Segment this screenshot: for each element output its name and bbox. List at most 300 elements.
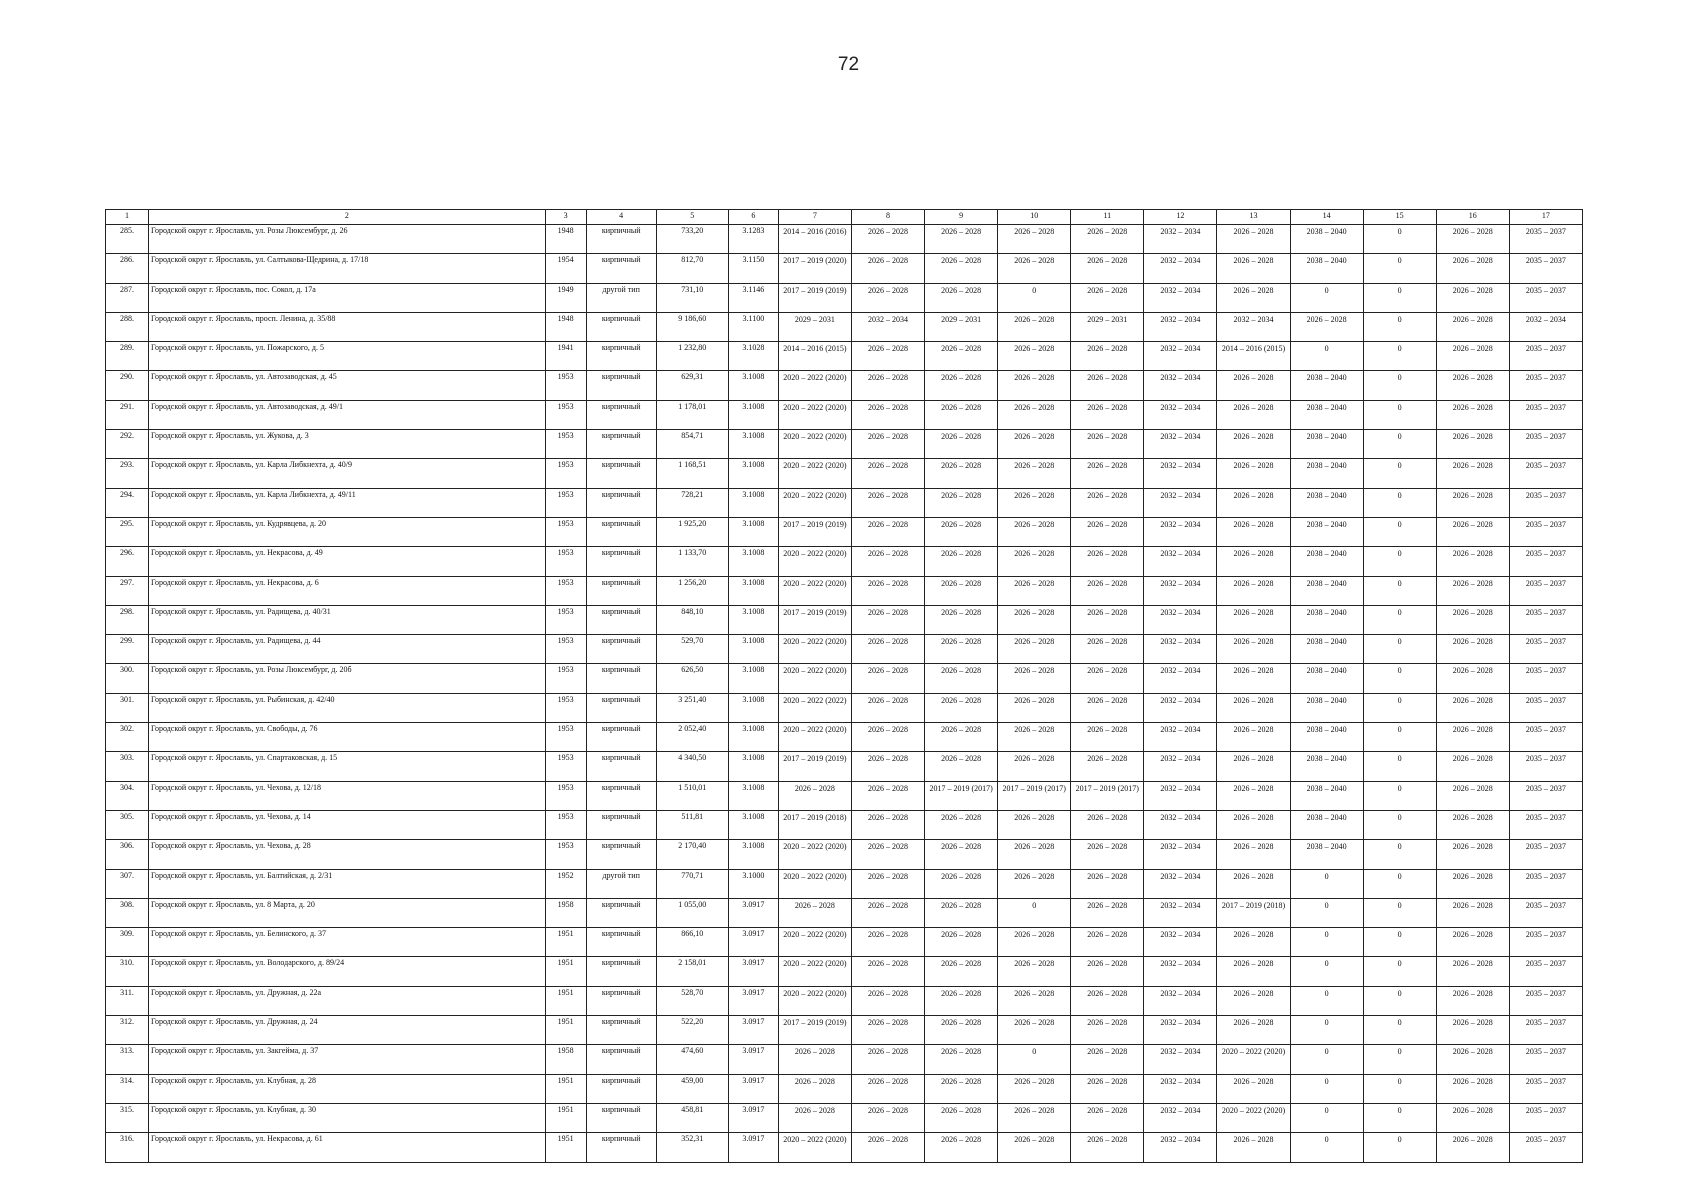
address-cell: Городской округ г. Ярославль, ул. Некрасова, д. 61	[149, 1133, 546, 1162]
period-col12-cell: 2032 – 2034	[1144, 576, 1217, 605]
period-col12-cell: 2032 – 2034	[1144, 986, 1217, 1015]
period-col15-cell: 0	[1363, 371, 1436, 400]
row-number-cell: 315.	[106, 1103, 149, 1132]
period-col12-cell: 2032 – 2034	[1144, 810, 1217, 839]
total-area-cell: 2 052,40	[656, 723, 728, 752]
period-col16-cell: 2026 – 2028	[1436, 254, 1509, 283]
period-col15-cell: 0	[1363, 1045, 1436, 1074]
period-col14-cell: 2038 – 2040	[1290, 693, 1363, 722]
period-col13-cell: 2026 – 2028	[1217, 810, 1290, 839]
table-row	[106, 517, 1583, 546]
priority-index-cell: 3.0917	[728, 1016, 778, 1045]
period-col14-cell: 2038 – 2040	[1290, 635, 1363, 664]
build-year-cell: 1952	[545, 869, 586, 898]
total-area-cell: 2 170,40	[656, 840, 728, 869]
period-col10-cell: 2026 – 2028	[998, 517, 1071, 546]
address-cell: Городской округ г. Ярославль, ул. Володарского, д. 89/24	[149, 957, 546, 986]
period-col9-cell: 2026 – 2028	[925, 1133, 998, 1162]
period-col17-cell: 2035 – 2037	[1509, 1016, 1582, 1045]
period-col10-cell: 0	[998, 898, 1071, 927]
priority-index-cell: 3.0917	[728, 986, 778, 1015]
period-col9-cell: 2029 – 2031	[925, 312, 998, 341]
period-col13-cell: 2032 – 2034	[1217, 312, 1290, 341]
wall-material-cell: кирпичный	[586, 371, 656, 400]
period-col9-cell: 2026 – 2028	[925, 342, 998, 371]
build-year-cell: 1958	[545, 898, 586, 927]
build-year-cell: 1953	[545, 371, 586, 400]
period-col7-cell: 2020 – 2022 (2020)	[778, 928, 851, 957]
wall-material-cell: кирпичный	[586, 225, 656, 254]
priority-index-cell: 3.1008	[728, 547, 778, 576]
period-col13-cell: 2026 – 2028	[1217, 400, 1290, 429]
priority-index-cell: 3.1008	[728, 635, 778, 664]
period-col17-cell: 2035 – 2037	[1509, 869, 1582, 898]
total-area-cell: 1 178,01	[656, 400, 728, 429]
period-col13-cell: 2026 – 2028	[1217, 371, 1290, 400]
address-cell: Городской округ г. Ярославль, ул. Жукова, д. 3	[149, 430, 546, 459]
period-col15-cell: 0	[1363, 1133, 1436, 1162]
period-col9-cell: 2026 – 2028	[925, 723, 998, 752]
period-col7-cell: 2017 – 2019 (2020)	[778, 254, 851, 283]
period-col7-cell: 2020 – 2022 (2020)	[778, 957, 851, 986]
period-col10-cell: 2026 – 2028	[998, 957, 1071, 986]
period-col13-cell: 2020 – 2022 (2020)	[1217, 1045, 1290, 1074]
period-col14-cell: 2038 – 2040	[1290, 840, 1363, 869]
column-number-row	[106, 210, 1583, 225]
period-col10-cell: 2026 – 2028	[998, 342, 1071, 371]
period-col16-cell: 2026 – 2028	[1436, 840, 1509, 869]
period-col13-cell: 2026 – 2028	[1217, 723, 1290, 752]
period-col8-cell: 2026 – 2028	[851, 957, 924, 986]
address-cell: Городской округ г. Ярославль, ул. Рыбинская, д. 42/40	[149, 693, 546, 722]
period-col16-cell: 2026 – 2028	[1436, 605, 1509, 634]
period-col11-cell: 2026 – 2028	[1071, 342, 1144, 371]
period-col10-cell: 2026 – 2028	[998, 400, 1071, 429]
table-row	[106, 576, 1583, 605]
period-col10-cell: 2026 – 2028	[998, 371, 1071, 400]
period-col17-cell: 2035 – 2037	[1509, 928, 1582, 957]
table-row	[106, 547, 1583, 576]
period-col9-cell: 2026 – 2028	[925, 928, 998, 957]
period-col9-cell: 2026 – 2028	[925, 635, 998, 664]
period-col15-cell: 0	[1363, 459, 1436, 488]
wall-material-cell: кирпичный	[586, 635, 656, 664]
period-col15-cell: 0	[1363, 869, 1436, 898]
period-col16-cell: 2026 – 2028	[1436, 225, 1509, 254]
period-col16-cell: 2026 – 2028	[1436, 898, 1509, 927]
period-col8-cell: 2026 – 2028	[851, 605, 924, 634]
total-area-cell: 1 925,20	[656, 517, 728, 546]
column-number: 7	[778, 210, 851, 225]
period-col15-cell: 0	[1363, 810, 1436, 839]
total-area-cell: 511,81	[656, 810, 728, 839]
row-number-cell: 294.	[106, 488, 149, 517]
row-number-cell: 306.	[106, 840, 149, 869]
period-col7-cell: 2020 – 2022 (2020)	[778, 1133, 851, 1162]
build-year-cell: 1951	[545, 928, 586, 957]
row-number-cell: 298.	[106, 605, 149, 634]
wall-material-cell: кирпичный	[586, 488, 656, 517]
period-col11-cell: 2026 – 2028	[1071, 225, 1144, 254]
period-col16-cell: 2026 – 2028	[1436, 547, 1509, 576]
period-col7-cell: 2020 – 2022 (2022)	[778, 693, 851, 722]
period-col17-cell: 2035 – 2037	[1509, 810, 1582, 839]
table-row	[106, 781, 1583, 810]
period-col11-cell: 2026 – 2028	[1071, 928, 1144, 957]
period-col17-cell: 2035 – 2037	[1509, 898, 1582, 927]
period-col16-cell: 2026 – 2028	[1436, 342, 1509, 371]
row-number-cell: 303.	[106, 752, 149, 781]
priority-index-cell: 3.1146	[728, 283, 778, 312]
wall-material-cell: кирпичный	[586, 1103, 656, 1132]
period-col9-cell: 2026 – 2028	[925, 576, 998, 605]
period-col12-cell: 2032 – 2034	[1144, 957, 1217, 986]
period-col7-cell: 2017 – 2019 (2019)	[778, 283, 851, 312]
period-col8-cell: 2026 – 2028	[851, 547, 924, 576]
period-col14-cell: 0	[1290, 283, 1363, 312]
table-row	[106, 752, 1583, 781]
period-col14-cell: 2026 – 2028	[1290, 312, 1363, 341]
housing-register-table	[105, 209, 1583, 1163]
period-col11-cell: 2026 – 2028	[1071, 459, 1144, 488]
column-number: 2	[149, 210, 546, 225]
address-cell: Городской округ г. Ярославль, просп. Ленина, д. 35/88	[149, 312, 546, 341]
period-col16-cell: 2026 – 2028	[1436, 283, 1509, 312]
period-col11-cell: 2026 – 2028	[1071, 1016, 1144, 1045]
period-col7-cell: 2026 – 2028	[778, 898, 851, 927]
period-col10-cell: 2026 – 2028	[998, 576, 1071, 605]
period-col13-cell: 2026 – 2028	[1217, 517, 1290, 546]
period-col12-cell: 2032 – 2034	[1144, 1103, 1217, 1132]
period-col9-cell: 2026 – 2028	[925, 283, 998, 312]
total-area-cell: 629,31	[656, 371, 728, 400]
period-col8-cell: 2026 – 2028	[851, 459, 924, 488]
period-col8-cell: 2026 – 2028	[851, 723, 924, 752]
column-number: 10	[998, 210, 1071, 225]
wall-material-cell: кирпичный	[586, 928, 656, 957]
row-number-cell: 289.	[106, 342, 149, 371]
period-col14-cell: 0	[1290, 986, 1363, 1015]
priority-index-cell: 3.0917	[728, 1103, 778, 1132]
period-col17-cell: 2035 – 2037	[1509, 1045, 1582, 1074]
period-col14-cell: 2038 – 2040	[1290, 752, 1363, 781]
row-number-cell: 293.	[106, 459, 149, 488]
period-col15-cell: 0	[1363, 225, 1436, 254]
period-col12-cell: 2032 – 2034	[1144, 283, 1217, 312]
build-year-cell: 1953	[545, 810, 586, 839]
period-col7-cell: 2020 – 2022 (2020)	[778, 840, 851, 869]
period-col16-cell: 2026 – 2028	[1436, 723, 1509, 752]
period-col13-cell: 2017 – 2019 (2018)	[1217, 898, 1290, 927]
period-col14-cell: 2038 – 2040	[1290, 605, 1363, 634]
address-cell: Городской округ г. Ярославль, ул. Чехова, д. 14	[149, 810, 546, 839]
period-col17-cell: 2035 – 2037	[1509, 547, 1582, 576]
period-col16-cell: 2026 – 2028	[1436, 635, 1509, 664]
table-row	[106, 225, 1583, 254]
wall-material-cell: другой тип	[586, 283, 656, 312]
table-row	[106, 254, 1583, 283]
wall-material-cell: кирпичный	[586, 576, 656, 605]
period-col9-cell: 2026 – 2028	[925, 400, 998, 429]
column-number: 11	[1071, 210, 1144, 225]
priority-index-cell: 3.1008	[728, 488, 778, 517]
period-col10-cell: 2026 – 2028	[998, 810, 1071, 839]
period-col15-cell: 0	[1363, 400, 1436, 429]
period-col9-cell: 2026 – 2028	[925, 488, 998, 517]
period-col11-cell: 2026 – 2028	[1071, 430, 1144, 459]
period-col8-cell: 2026 – 2028	[851, 810, 924, 839]
wall-material-cell: кирпичный	[586, 781, 656, 810]
period-col8-cell: 2026 – 2028	[851, 430, 924, 459]
build-year-cell: 1953	[545, 693, 586, 722]
period-col8-cell: 2032 – 2034	[851, 312, 924, 341]
period-col8-cell: 2026 – 2028	[851, 986, 924, 1015]
period-col7-cell: 2020 – 2022 (2020)	[778, 664, 851, 693]
period-col14-cell: 2038 – 2040	[1290, 430, 1363, 459]
period-col12-cell: 2032 – 2034	[1144, 312, 1217, 341]
period-col14-cell: 2038 – 2040	[1290, 459, 1363, 488]
row-number-cell: 299.	[106, 635, 149, 664]
period-col13-cell: 2026 – 2028	[1217, 283, 1290, 312]
total-area-cell: 458,81	[656, 1103, 728, 1132]
address-cell: Городской округ г. Ярославль, ул. Чехова, д. 28	[149, 840, 546, 869]
period-col10-cell: 2026 – 2028	[998, 986, 1071, 1015]
period-col13-cell: 2014 – 2016 (2015)	[1217, 342, 1290, 371]
period-col11-cell: 2026 – 2028	[1071, 283, 1144, 312]
period-col11-cell: 2026 – 2028	[1071, 840, 1144, 869]
address-cell: Городской округ г. Ярославль, ул. Радищева, д. 40/31	[149, 605, 546, 634]
table-row	[106, 869, 1583, 898]
period-col15-cell: 0	[1363, 723, 1436, 752]
period-col13-cell: 2026 – 2028	[1217, 488, 1290, 517]
period-col8-cell: 2026 – 2028	[851, 1133, 924, 1162]
total-area-cell: 728,21	[656, 488, 728, 517]
address-cell: Городской округ г. Ярославль, пос. Сокол, д. 17а	[149, 283, 546, 312]
period-col16-cell: 2026 – 2028	[1436, 1133, 1509, 1162]
period-col17-cell: 2035 – 2037	[1509, 664, 1582, 693]
column-number: 8	[851, 210, 924, 225]
table-row	[106, 1016, 1583, 1045]
period-col9-cell: 2026 – 2028	[925, 1103, 998, 1132]
row-number-cell: 292.	[106, 430, 149, 459]
period-col13-cell: 2026 – 2028	[1217, 635, 1290, 664]
period-col17-cell: 2035 – 2037	[1509, 371, 1582, 400]
period-col16-cell: 2026 – 2028	[1436, 693, 1509, 722]
period-col8-cell: 2026 – 2028	[851, 283, 924, 312]
total-area-cell: 1 232,80	[656, 342, 728, 371]
period-col11-cell: 2026 – 2028	[1071, 517, 1144, 546]
priority-index-cell: 3.0917	[728, 957, 778, 986]
wall-material-cell: кирпичный	[586, 342, 656, 371]
total-area-cell: 1 055,00	[656, 898, 728, 927]
period-col14-cell: 0	[1290, 1074, 1363, 1103]
period-col17-cell: 2035 – 2037	[1509, 400, 1582, 429]
column-number: 12	[1144, 210, 1217, 225]
period-col17-cell: 2035 – 2037	[1509, 254, 1582, 283]
period-col9-cell: 2026 – 2028	[925, 840, 998, 869]
period-col17-cell: 2035 – 2037	[1509, 1133, 1582, 1162]
build-year-cell: 1953	[545, 781, 586, 810]
total-area-cell: 733,20	[656, 225, 728, 254]
total-area-cell: 626,50	[656, 664, 728, 693]
period-col7-cell: 2026 – 2028	[778, 781, 851, 810]
column-number: 17	[1509, 210, 1582, 225]
priority-index-cell: 3.0917	[728, 928, 778, 957]
period-col16-cell: 2026 – 2028	[1436, 488, 1509, 517]
period-col13-cell: 2026 – 2028	[1217, 781, 1290, 810]
period-col12-cell: 2032 – 2034	[1144, 1045, 1217, 1074]
period-col14-cell: 2038 – 2040	[1290, 810, 1363, 839]
period-col15-cell: 0	[1363, 664, 1436, 693]
priority-index-cell: 3.1150	[728, 254, 778, 283]
period-col10-cell: 2026 – 2028	[998, 635, 1071, 664]
address-cell: Городской округ г. Ярославль, ул. Кудрявцева, д. 20	[149, 517, 546, 546]
build-year-cell: 1951	[545, 1133, 586, 1162]
table-row	[106, 810, 1583, 839]
period-col17-cell: 2035 – 2037	[1509, 342, 1582, 371]
row-number-cell: 296.	[106, 547, 149, 576]
period-col13-cell: 2026 – 2028	[1217, 1016, 1290, 1045]
period-col11-cell: 2026 – 2028	[1071, 576, 1144, 605]
period-col14-cell: 0	[1290, 1045, 1363, 1074]
period-col13-cell: 2026 – 2028	[1217, 1074, 1290, 1103]
period-col11-cell: 2017 – 2019 (2017)	[1071, 781, 1144, 810]
period-col7-cell: 2020 – 2022 (2020)	[778, 723, 851, 752]
period-col14-cell: 2038 – 2040	[1290, 371, 1363, 400]
period-col14-cell: 0	[1290, 869, 1363, 898]
wall-material-cell: кирпичный	[586, 430, 656, 459]
period-col14-cell: 2038 – 2040	[1290, 400, 1363, 429]
period-col15-cell: 0	[1363, 635, 1436, 664]
page-number: 72	[837, 54, 860, 75]
priority-index-cell: 3.1008	[728, 723, 778, 752]
build-year-cell: 1953	[545, 517, 586, 546]
priority-index-cell: 3.0917	[728, 1045, 778, 1074]
period-col11-cell: 2026 – 2028	[1071, 898, 1144, 927]
period-col16-cell: 2026 – 2028	[1436, 928, 1509, 957]
period-col15-cell: 0	[1363, 547, 1436, 576]
period-col14-cell: 2038 – 2040	[1290, 488, 1363, 517]
address-cell: Городской округ г. Ярославль, ул. Салтыкова-Щедрина, д. 17/18	[149, 254, 546, 283]
wall-material-cell: кирпичный	[586, 840, 656, 869]
period-col8-cell: 2026 – 2028	[851, 576, 924, 605]
address-cell: Городской округ г. Ярославль, ул. Клубная, д. 30	[149, 1103, 546, 1132]
period-col10-cell: 0	[998, 283, 1071, 312]
period-col9-cell: 2026 – 2028	[925, 810, 998, 839]
period-col10-cell: 2026 – 2028	[998, 430, 1071, 459]
table-row	[106, 459, 1583, 488]
row-number-cell: 309.	[106, 928, 149, 957]
period-col11-cell: 2026 – 2028	[1071, 810, 1144, 839]
period-col12-cell: 2032 – 2034	[1144, 400, 1217, 429]
column-number: 16	[1436, 210, 1509, 225]
row-number-cell: 300.	[106, 664, 149, 693]
wall-material-cell: кирпичный	[586, 605, 656, 634]
priority-index-cell: 3.1008	[728, 810, 778, 839]
period-col14-cell: 0	[1290, 1133, 1363, 1162]
period-col8-cell: 2026 – 2028	[851, 1045, 924, 1074]
period-col11-cell: 2026 – 2028	[1071, 1133, 1144, 1162]
period-col15-cell: 0	[1363, 1074, 1436, 1103]
total-area-cell: 1 133,70	[656, 547, 728, 576]
period-col7-cell: 2026 – 2028	[778, 1074, 851, 1103]
period-col10-cell: 2026 – 2028	[998, 225, 1071, 254]
period-col14-cell: 0	[1290, 342, 1363, 371]
period-col12-cell: 2032 – 2034	[1144, 928, 1217, 957]
period-col11-cell: 2026 – 2028	[1071, 664, 1144, 693]
period-col17-cell: 2035 – 2037	[1509, 840, 1582, 869]
period-col8-cell: 2026 – 2028	[851, 1016, 924, 1045]
period-col11-cell: 2026 – 2028	[1071, 635, 1144, 664]
wall-material-cell: другой тип	[586, 869, 656, 898]
table-row	[106, 693, 1583, 722]
build-year-cell: 1953	[545, 752, 586, 781]
period-col9-cell: 2026 – 2028	[925, 986, 998, 1015]
wall-material-cell: кирпичный	[586, 547, 656, 576]
period-col7-cell: 2029 – 2031	[778, 312, 851, 341]
row-number-cell: 316.	[106, 1133, 149, 1162]
table-row	[106, 635, 1583, 664]
wall-material-cell: кирпичный	[586, 1133, 656, 1162]
priority-index-cell: 3.1008	[728, 400, 778, 429]
period-col13-cell: 2026 – 2028	[1217, 986, 1290, 1015]
period-col7-cell: 2020 – 2022 (2020)	[778, 430, 851, 459]
period-col7-cell: 2026 – 2028	[778, 1045, 851, 1074]
period-col14-cell: 2038 – 2040	[1290, 781, 1363, 810]
address-cell: Городской округ г. Ярославль, ул. Балтийская, д. 2/31	[149, 869, 546, 898]
row-number-cell: 285.	[106, 225, 149, 254]
column-number: 14	[1290, 210, 1363, 225]
address-cell: Городской округ г. Ярославль, ул. Автозаводская, д. 45	[149, 371, 546, 400]
period-col13-cell: 2026 – 2028	[1217, 225, 1290, 254]
period-col17-cell: 2035 – 2037	[1509, 752, 1582, 781]
period-col17-cell: 2035 – 2037	[1509, 723, 1582, 752]
column-number: 13	[1217, 210, 1290, 225]
period-col9-cell: 2026 – 2028	[925, 693, 998, 722]
period-col15-cell: 0	[1363, 283, 1436, 312]
priority-index-cell: 3.1008	[728, 752, 778, 781]
priority-index-cell: 3.0917	[728, 898, 778, 927]
period-col8-cell: 2026 – 2028	[851, 898, 924, 927]
period-col8-cell: 2026 – 2028	[851, 928, 924, 957]
period-col9-cell: 2017 – 2019 (2017)	[925, 781, 998, 810]
housing-register-table-wrap	[105, 209, 1583, 1163]
period-col12-cell: 2032 – 2034	[1144, 1074, 1217, 1103]
period-col16-cell: 2026 – 2028	[1436, 752, 1509, 781]
period-col12-cell: 2032 – 2034	[1144, 664, 1217, 693]
total-area-cell: 866,10	[656, 928, 728, 957]
total-area-cell: 1 256,20	[656, 576, 728, 605]
period-col7-cell: 2020 – 2022 (2020)	[778, 576, 851, 605]
period-col10-cell: 2026 – 2028	[998, 1133, 1071, 1162]
row-number-cell: 304.	[106, 781, 149, 810]
row-number-cell: 288.	[106, 312, 149, 341]
period-col16-cell: 2026 – 2028	[1436, 986, 1509, 1015]
period-col16-cell: 2026 – 2028	[1436, 869, 1509, 898]
period-col11-cell: 2029 – 2031	[1071, 312, 1144, 341]
priority-index-cell: 3.1028	[728, 342, 778, 371]
address-cell: Городской округ г. Ярославль, ул. Чехова, д. 12/18	[149, 781, 546, 810]
period-col13-cell: 2026 – 2028	[1217, 869, 1290, 898]
period-col10-cell: 2026 – 2028	[998, 605, 1071, 634]
priority-index-cell: 3.0917	[728, 1133, 778, 1162]
table-row	[106, 957, 1583, 986]
table-body	[106, 210, 1583, 1163]
address-cell: Городской округ г. Ярославль, ул. Автозаводская, д. 49/1	[149, 400, 546, 429]
priority-index-cell: 3.1008	[728, 430, 778, 459]
period-col11-cell: 2026 – 2028	[1071, 547, 1144, 576]
period-col10-cell: 2026 – 2028	[998, 840, 1071, 869]
